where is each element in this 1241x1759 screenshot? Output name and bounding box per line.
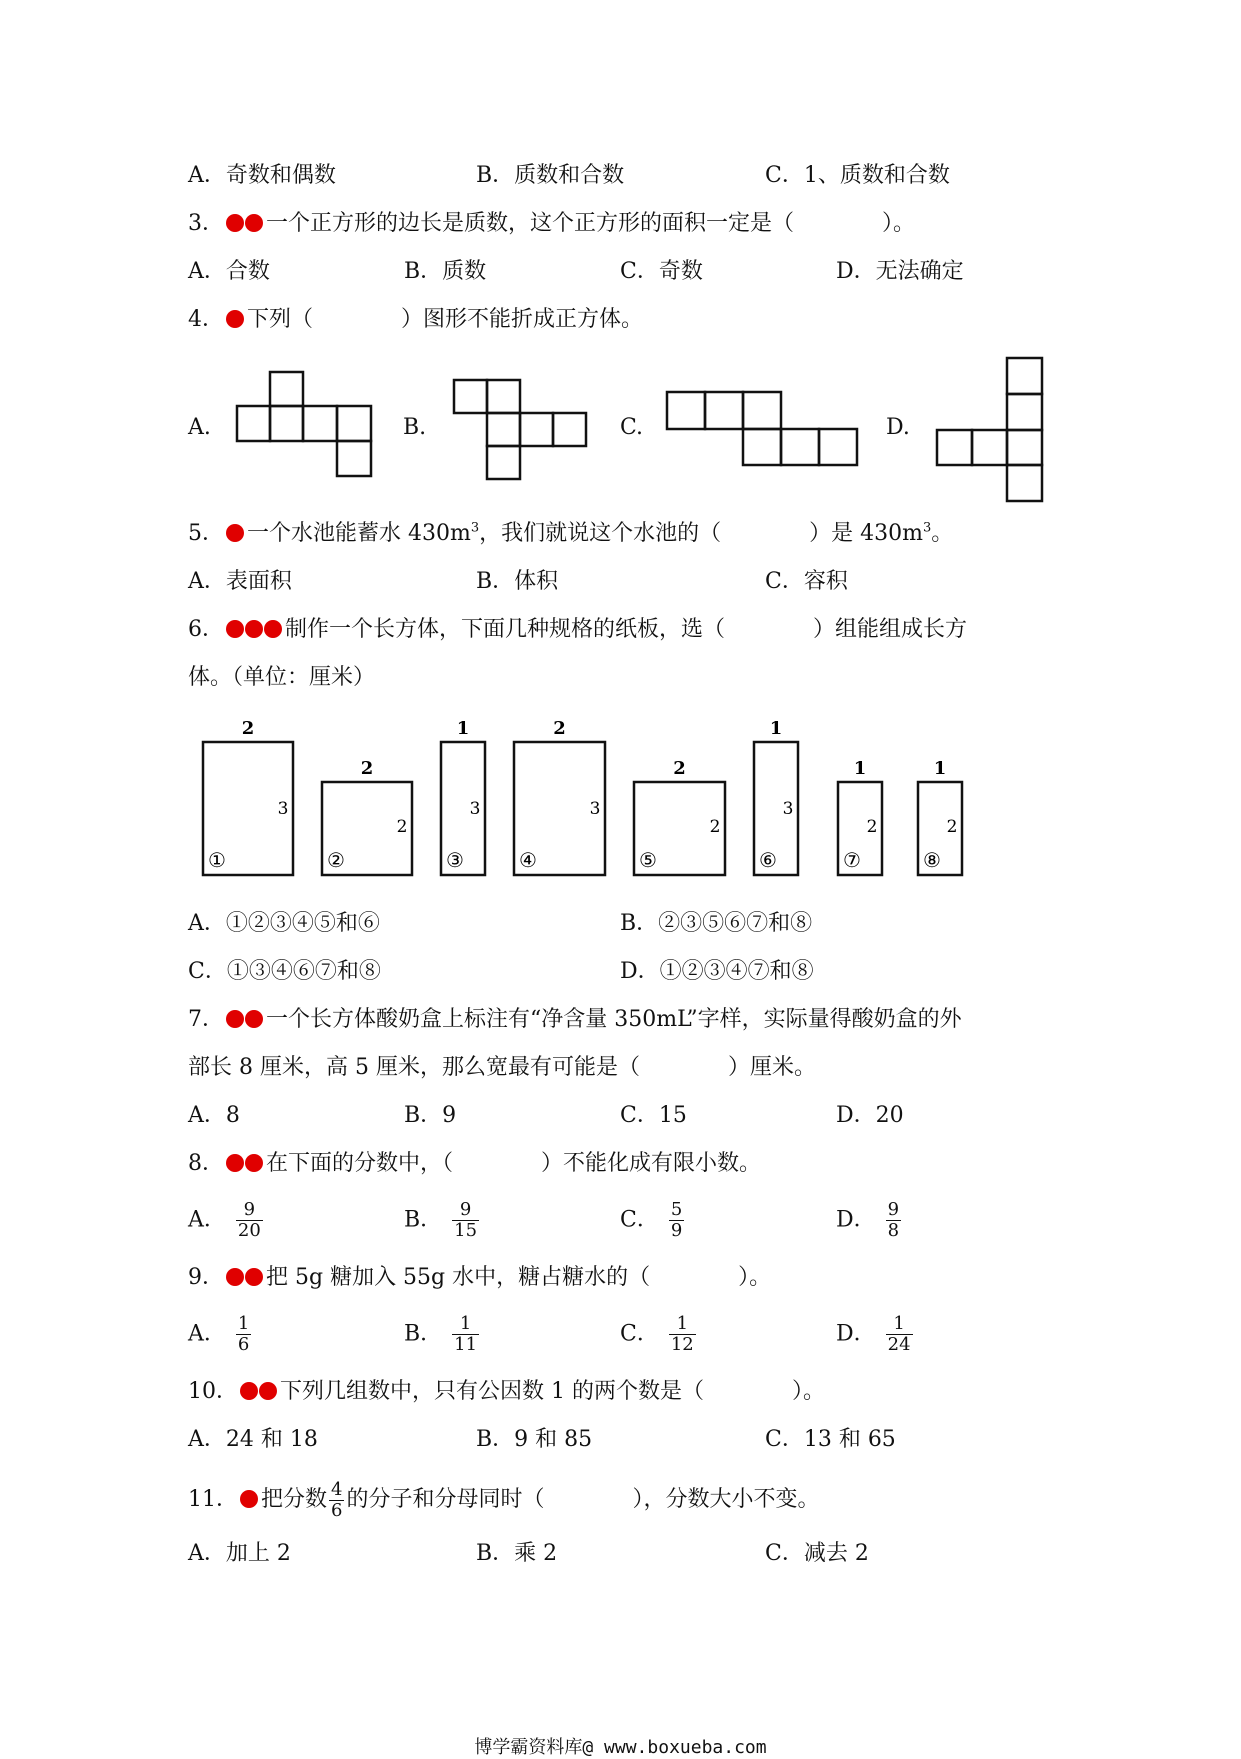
board-width-label: 1: [853, 758, 867, 779]
q3-number: 3．: [188, 211, 224, 236]
board-4: [514, 718, 605, 875]
q9-option-c: C． $\frac{1}{12}$: [620, 1313, 694, 1355]
q10-option-a: A．24 和 18: [188, 1427, 318, 1452]
q9-option-d: D． $\frac{1}{24}$: [836, 1313, 911, 1355]
q7-number: 7．: [188, 1007, 224, 1032]
q8-option-a: A． $\frac{9}{20}$: [188, 1199, 261, 1241]
board-height-label: 2: [946, 817, 958, 837]
board-8: [918, 758, 962, 875]
q4-label-d: D.: [886, 415, 910, 440]
q8-number: 8．: [188, 1151, 224, 1176]
q5-sup-a: 3: [470, 520, 480, 536]
q11-number: 11．: [188, 1487, 238, 1512]
difficulty-dots-icon: [226, 612, 283, 648]
difficulty-dots-icon: [240, 1374, 278, 1410]
board-width-label: 1: [933, 758, 947, 779]
q5-stem: [188, 516, 953, 552]
q11-text-b: 的分子和分母同时（ ），分数大小不变。: [346, 1487, 820, 1512]
q10-option-c: C．13 和 65: [765, 1427, 896, 1452]
board-number-label: ②: [327, 848, 345, 872]
q6-option-c: C．①③④⑥⑦和⑧: [188, 959, 381, 984]
board-height-label: 2: [709, 817, 721, 837]
q4-number: 4．: [188, 307, 224, 332]
q10-number: 10．: [188, 1379, 238, 1404]
footer-watermark: 博学霸资料库@ www.boxueba.com: [474, 1737, 767, 1758]
q10-stem: [188, 1374, 825, 1410]
q11-option-b: B．乘 2: [476, 1541, 558, 1566]
q11-option-c: C．减去 2: [765, 1541, 869, 1566]
q5-text-a: 一个水池能蓄水 430m: [247, 521, 471, 546]
q7-option-c: C．15: [620, 1103, 687, 1128]
q5-sup-b: 3: [923, 520, 932, 536]
q3-option-c: C．奇数: [620, 259, 703, 284]
q9-option-b: B． $\frac{1}{11}$: [404, 1313, 478, 1355]
q9-text: 把 5g 糖加入 55g 水中，糖占糖水的（ ）。: [266, 1265, 772, 1290]
cube-net-d: [937, 358, 1042, 501]
q9-number: 9．: [188, 1265, 224, 1290]
q6-text-2: 体。（单位：厘米）: [188, 665, 376, 690]
q4-text: 下列（ ）图形不能折成正方体。: [247, 307, 644, 332]
q6-option-d: D．①②③④⑦和⑧: [620, 959, 814, 984]
board-number-label: ⑤: [639, 848, 657, 872]
q3-option-d: D．无法确定: [836, 259, 964, 284]
q2-option-b: B．质数和合数: [476, 163, 625, 188]
board-width-label: 2: [553, 718, 566, 739]
q11-stem: [188, 1478, 819, 1522]
cube-net-c: [667, 392, 857, 465]
q7-stem: [188, 1002, 962, 1038]
cube-net-a: [237, 372, 371, 476]
q4-label-c: C.: [620, 415, 644, 440]
board-height-label: 3: [277, 799, 289, 819]
boards-figure: [0, 700, 1241, 900]
board-width-label: 2: [360, 758, 374, 779]
q8-text: 在下面的分数中，（ ）不能化成有限小数。: [266, 1151, 762, 1176]
board-height-label: 3: [589, 799, 601, 819]
q4-label-a: A.: [188, 415, 211, 440]
cube-net-b: [454, 380, 586, 479]
q5-text-b: ，我们就说这个水池的（ ）是 430m: [479, 521, 923, 546]
board-height-label: 3: [469, 799, 481, 819]
board-number-label: ④: [519, 848, 537, 872]
board-width-label: 2: [241, 718, 255, 739]
q7-text-2: 部长 8 厘米，高 5 厘米，那么宽最有可能是（ ）厘米。: [188, 1055, 816, 1080]
board-2: [322, 758, 412, 875]
difficulty-dots-icon: [240, 1478, 259, 1522]
q5-text-c: 。: [931, 521, 954, 546]
difficulty-dots-icon: [226, 1146, 264, 1182]
q3-option-a: A．合数: [188, 259, 270, 284]
q10-text: 下列几组数中，只有公因数 1 的两个数是（ ）。: [280, 1379, 825, 1404]
q2-option-a: A．奇数和偶数: [188, 163, 336, 188]
difficulty-dots-icon: [226, 516, 245, 552]
board-width-label: 2: [673, 758, 686, 779]
board-height-label: 2: [396, 817, 408, 837]
board-5: [634, 758, 725, 875]
q6-stem: [188, 612, 967, 648]
q5-number: 5．: [188, 521, 224, 546]
q9-option-a: A． $\frac{1}{6}$: [188, 1313, 250, 1355]
q7-option-d: D．20: [836, 1103, 904, 1128]
q6-option-b: B．②③⑤⑥⑦和⑧: [620, 911, 813, 936]
q8-option-c: C． $\frac{5}{9}$: [620, 1199, 683, 1241]
board-number-label: ⑦: [843, 848, 861, 872]
board-number-label: ③: [446, 848, 464, 872]
q7-option-a: A．8: [188, 1103, 240, 1128]
q5-option-c: C．容积: [765, 569, 848, 594]
q6-option-a: A．①②③④⑤和⑥: [188, 911, 380, 936]
board-number-label: ⑥: [759, 848, 777, 872]
q11-fraction: $\frac{4}{6}$: [331, 1478, 343, 1521]
board-width-label: 1: [769, 718, 783, 739]
q3-option-b: B．质数: [404, 259, 487, 284]
q10-option-b: B．9 和 85: [476, 1427, 593, 1452]
board-3: [441, 718, 485, 875]
board-number-label: ⑧: [923, 848, 941, 872]
q8-option-d: D． $\frac{9}{8}$: [836, 1199, 900, 1241]
q3-text: 一个正方形的边长是质数，这个正方形的面积一定是（ ）。: [266, 211, 916, 236]
difficulty-dots-icon: [226, 1002, 264, 1038]
q5-option-b: B．体积: [476, 569, 559, 594]
board-width-label: 1: [456, 718, 470, 739]
q11-option-a: A．加上 2: [188, 1541, 291, 1566]
board-number-label: ①: [208, 848, 226, 872]
board-1: [203, 718, 293, 875]
q6-number: 6．: [188, 617, 224, 642]
q4-label-b: B.: [403, 415, 427, 440]
q7-option-b: B．9: [404, 1103, 457, 1128]
q5-option-a: A．表面积: [188, 569, 292, 594]
q7-text-1: 一个长方体酸奶盒上标注有“净含量 350mL”字样，实际量得酸奶盒的外: [266, 1007, 962, 1032]
board-7: [838, 758, 882, 875]
q8-option-b: B． $\frac{9}{15}$: [404, 1199, 478, 1241]
board-height-label: 2: [866, 817, 878, 837]
board-6: [754, 718, 798, 875]
q8-stem: [188, 1146, 761, 1182]
difficulty-dots-icon: [226, 1260, 264, 1296]
cube-nets-figure: [0, 0, 1241, 520]
q11-text-a: 把分数: [261, 1487, 328, 1512]
q9-stem: [188, 1260, 771, 1296]
board-height-label: 3: [782, 799, 794, 819]
q6-text-1: 制作一个长方体，下面几种规格的纸板，选（ ）组能组成长方: [285, 617, 968, 642]
q2-option-c: C．1、质数和合数: [765, 163, 950, 188]
